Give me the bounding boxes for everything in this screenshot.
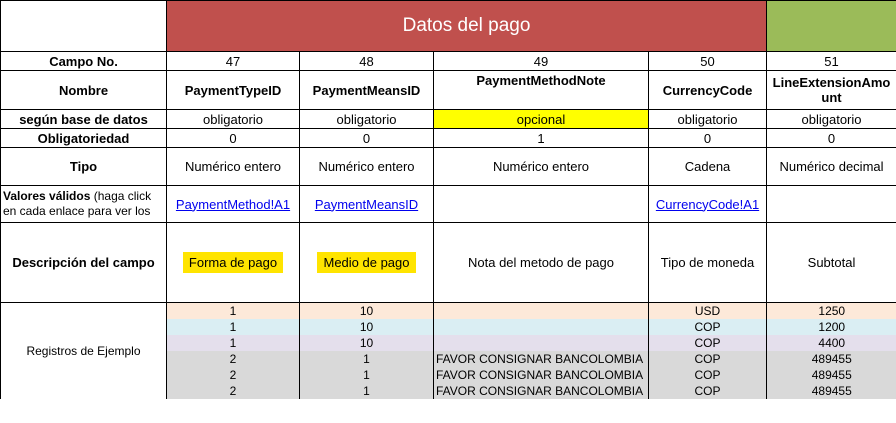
ex-cell[interactable]: FAVOR CONSIGNAR BANCOLOMBIA [434, 351, 649, 367]
example-row [1, 303, 896, 320]
cell-oblig-50[interactable]: 0 [649, 129, 767, 148]
link-currency-code[interactable]: CurrencyCode!A1 [655, 196, 760, 212]
ex-cell[interactable]: 1 [167, 335, 300, 351]
label-descripcion[interactable]: Descripción del campo [1, 223, 167, 303]
cell-tipo-47[interactable]: Numérico entero [167, 148, 300, 186]
cell-name-51[interactable]: LineExtensionAmo unt [767, 71, 896, 110]
cell-db-47[interactable]: obligatorio [167, 110, 300, 129]
ex-cell[interactable]: 2 [167, 383, 300, 399]
label-registros[interactable]: Registros de Ejemplo [1, 303, 167, 400]
cell-valid-50[interactable] [649, 186, 767, 223]
cell-oblig-48[interactable]: 0 [300, 129, 434, 148]
ex-cell[interactable]: 1 [300, 367, 434, 383]
ex-cell[interactable]: 489455 [767, 351, 896, 367]
desc-highlight-47: Forma de pago [183, 252, 283, 273]
cell-desc-48[interactable] [300, 223, 434, 303]
cell-no-51[interactable]: 51 [767, 52, 896, 71]
valores-validos-hint: (haga click en cada enlace para ver los [3, 189, 152, 218]
cell-no-48[interactable]: 48 [300, 52, 434, 71]
cell-db-49[interactable]: opcional [434, 110, 649, 129]
ex-cell[interactable]: 1250 [767, 303, 896, 320]
ex-cell[interactable]: COP [649, 351, 767, 367]
ex-cell[interactable] [434, 319, 649, 335]
ex-cell[interactable] [434, 335, 649, 351]
cell-tipo-50[interactable]: Cadena [649, 148, 767, 186]
cell-no-47[interactable]: 47 [167, 52, 300, 71]
label-valores-validos[interactable] [1, 186, 167, 223]
ex-cell[interactable]: 10 [300, 303, 434, 320]
ex-cell[interactable]: 489455 [767, 367, 896, 383]
cell-name-49[interactable]: PaymentMethodNote [434, 71, 649, 110]
cell-no-50[interactable]: 50 [649, 52, 767, 71]
label-obligatoriedad[interactable]: Obligatoriedad [1, 129, 167, 148]
cell-valid-51[interactable] [767, 186, 896, 223]
cell-name-50[interactable]: CurrencyCode [649, 71, 767, 110]
cell-oblig-47[interactable]: 0 [167, 129, 300, 148]
ex-cell[interactable]: COP [649, 319, 767, 335]
ex-cell[interactable]: 2 [167, 367, 300, 383]
corner-cell[interactable] [1, 1, 167, 52]
ex-cell[interactable]: 4400 [767, 335, 896, 351]
cell-valid-49[interactable] [434, 186, 649, 223]
label-segun-base[interactable]: según base de datos [1, 110, 167, 129]
ex-cell[interactable] [434, 303, 649, 320]
ex-cell[interactable]: 1200 [767, 319, 896, 335]
cell-no-49[interactable]: 49 [434, 52, 649, 71]
ex-cell[interactable]: 489455 [767, 383, 896, 399]
cell-oblig-49[interactable]: 1 [434, 129, 649, 148]
link-payment-method[interactable]: PaymentMethod!A1 [175, 196, 291, 212]
ex-cell[interactable]: FAVOR CONSIGNAR BANCOLOMBIA [434, 367, 649, 383]
link-payment-means[interactable]: PaymentMeansID [314, 196, 419, 212]
ex-cell[interactable]: COP [649, 367, 767, 383]
valores-validos-bold: Valores válidos [3, 189, 91, 203]
ex-cell[interactable]: FAVOR CONSIGNAR BANCOLOMBIA [434, 383, 649, 399]
cell-valid-48[interactable] [300, 186, 434, 223]
cell-db-50[interactable]: obligatorio [649, 110, 767, 129]
cell-db-48[interactable]: obligatorio [300, 110, 434, 129]
ex-cell[interactable]: 1 [300, 351, 434, 367]
ex-cell[interactable]: 10 [300, 319, 434, 335]
cell-desc-49[interactable]: Nota del metodo de pago [434, 223, 649, 303]
ex-cell[interactable]: USD [649, 303, 767, 320]
cell-valid-47[interactable] [167, 186, 300, 223]
green-header-cell[interactable] [767, 1, 896, 52]
label-nombre[interactable]: Nombre [1, 71, 167, 110]
ex-cell[interactable]: 10 [300, 335, 434, 351]
ex-cell[interactable]: 2 [167, 351, 300, 367]
cell-desc-50[interactable]: Tipo de moneda [649, 223, 767, 303]
ex-cell[interactable]: 1 [167, 303, 300, 320]
cell-oblig-51[interactable]: 0 [767, 129, 896, 148]
ex-cell[interactable]: 1 [167, 319, 300, 335]
cell-tipo-48[interactable]: Numérico entero [300, 148, 434, 186]
cell-desc-51[interactable]: Subtotal [767, 223, 896, 303]
cell-name-47[interactable]: PaymentTypeID [167, 71, 300, 110]
cell-tipo-51[interactable]: Numérico decimal [767, 148, 896, 186]
label-tipo[interactable]: Tipo [1, 148, 167, 186]
label-campo-no[interactable]: Campo No. [1, 52, 167, 71]
banner-title: Datos del pago [402, 15, 531, 36]
cell-db-51[interactable]: obligatorio [767, 110, 896, 129]
cell-tipo-49[interactable]: Numérico entero [434, 148, 649, 186]
ex-cell[interactable]: 1 [300, 383, 434, 399]
ex-cell[interactable]: COP [649, 335, 767, 351]
cell-name-48[interactable]: PaymentMeansID [300, 71, 434, 110]
ex-cell[interactable]: COP [649, 383, 767, 399]
desc-highlight-48: Medio de pago [317, 252, 415, 273]
section-banner[interactable] [167, 1, 767, 52]
cell-desc-47[interactable] [167, 223, 300, 303]
